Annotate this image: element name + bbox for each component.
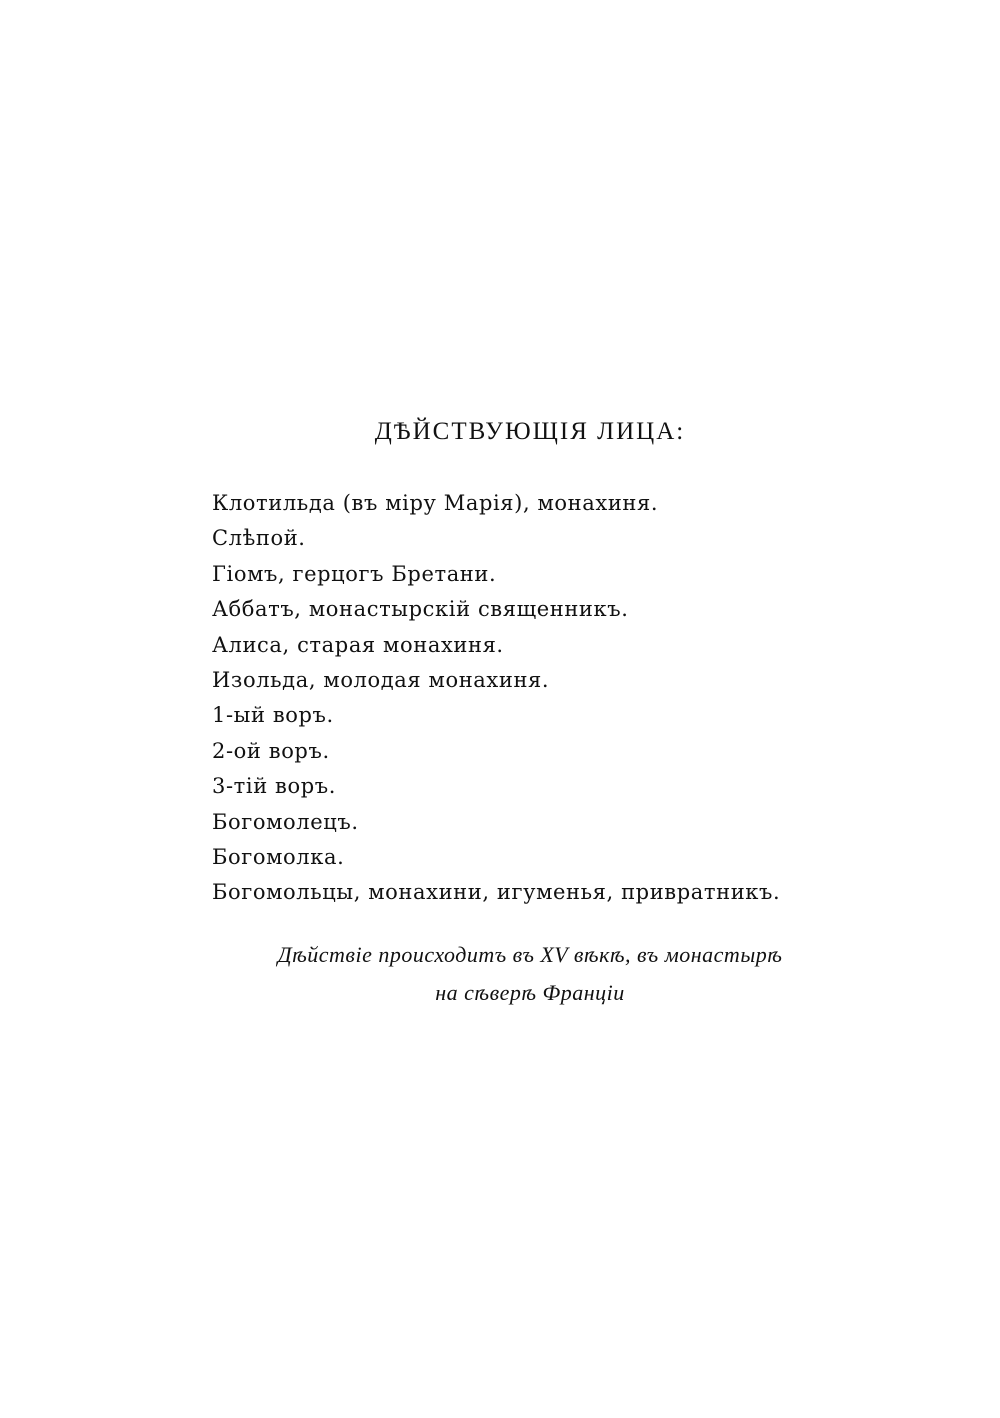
cast-item: 3-тій воръ. bbox=[212, 774, 337, 799]
cast-item: Аббатъ, монастырскій священникъ. bbox=[212, 597, 629, 622]
page-title: ДѢЙСТВУЮЩІЯ ЛИЦА: bbox=[374, 418, 686, 445]
cast-item: Богомольцы, монахини, игуменья, привратникъ. bbox=[212, 880, 781, 905]
setting-line: на сѣверѣ Франціи bbox=[435, 980, 625, 1005]
cast-item: Богомолка. bbox=[212, 845, 345, 870]
cast-item: 2-ой воръ. bbox=[212, 738, 330, 763]
cast-item: Богомолецъ. bbox=[212, 809, 359, 834]
cast-item: Клотильда (въ міру Марія), монахиня. bbox=[212, 491, 659, 515]
setting-note bbox=[0, 936, 1000, 1012]
setting-line: Дѣйствіе происходитъ въ XV вѣкѣ, въ монастырѣ bbox=[277, 942, 783, 967]
cast-item: Алиса, старая монахиня. bbox=[212, 632, 504, 657]
cast-item: Гіомъ, герцогъ Бретани. bbox=[212, 561, 497, 586]
cast-item: Слѣпой. bbox=[212, 526, 306, 551]
cast-list bbox=[212, 486, 780, 911]
cast-item: Изольда, молодая монахиня. bbox=[212, 668, 550, 693]
cast-item: 1-ый воръ. bbox=[212, 703, 334, 728]
